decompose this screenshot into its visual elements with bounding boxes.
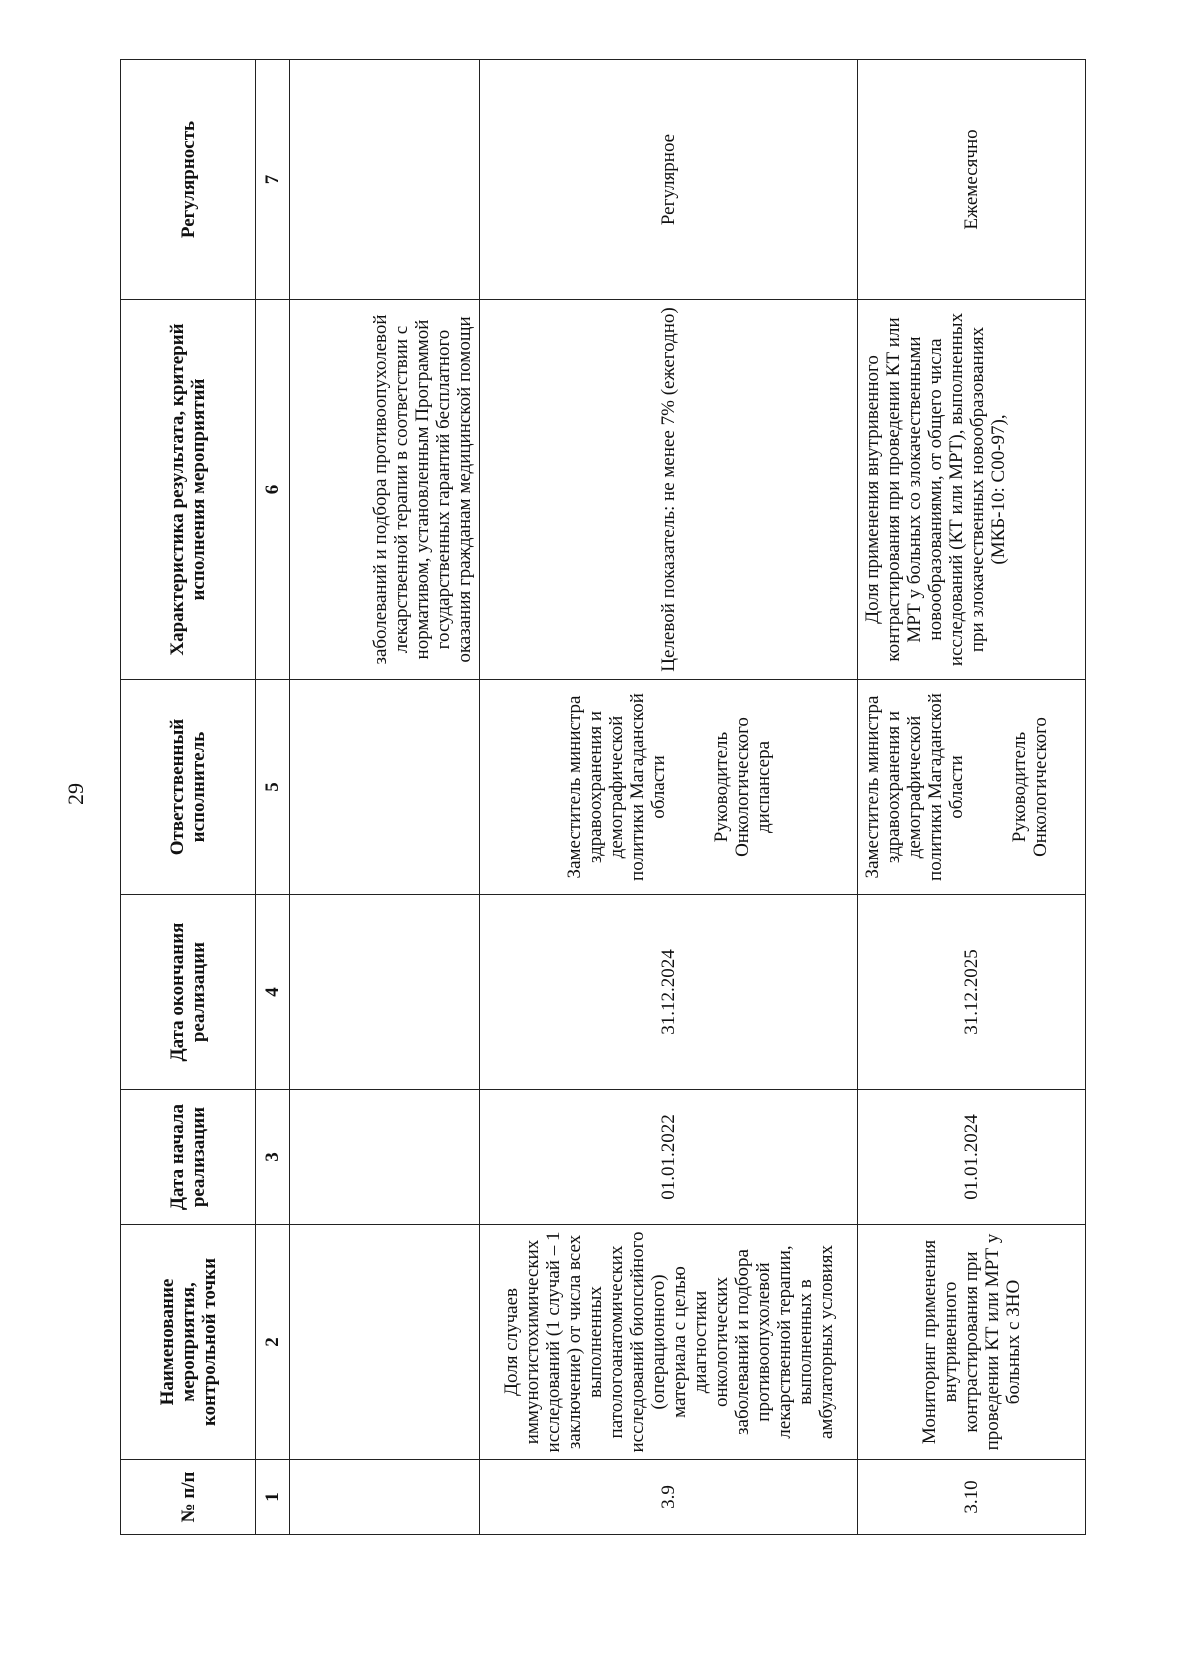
header-row	[121, 60, 256, 1535]
row-regularity: Ежемесячно	[858, 60, 1086, 300]
column-number: 2	[256, 1225, 290, 1460]
column-number: 1	[256, 1460, 290, 1535]
row-result: заболеваний и подбора противоопухолевой лекарственной терапии в соответствии с нормативом, установленным Программой государственных гарантий бесплатного оказания гражданам медицинской помощи	[290, 300, 480, 680]
header-number: № п/п	[121, 1460, 256, 1535]
row-name	[290, 1225, 480, 1460]
header-responsible: Ответственный исполнитель	[121, 680, 256, 895]
row-responsible	[858, 680, 1086, 895]
table-row	[480, 60, 858, 1535]
table-row	[290, 60, 480, 1535]
rotated-table-container	[120, 60, 1085, 1535]
column-number-row	[256, 60, 290, 1535]
row-regularity: Регулярное	[480, 60, 858, 300]
row-responsible	[480, 680, 858, 895]
column-number: 5	[256, 680, 290, 895]
table-row	[858, 60, 1086, 1535]
column-number: 7	[256, 60, 290, 300]
measures-table	[120, 59, 1086, 1535]
page-number: 29	[63, 783, 88, 805]
column-number: 6	[256, 300, 290, 680]
responsible-primary: Заместитель министра здравоохранения и демографической политики Магаданской области	[563, 693, 669, 881]
row-start-date: 01.01.2022	[480, 1090, 858, 1225]
header-start-date: Дата начала реализации	[121, 1090, 256, 1225]
header-regularity: Регулярность	[121, 60, 256, 300]
row-responsible	[290, 680, 480, 895]
row-number	[290, 1460, 480, 1535]
responsible-secondary: Руководитель Онкологического диспансера	[710, 717, 774, 857]
row-start-date	[290, 1090, 480, 1225]
row-regularity	[290, 60, 480, 300]
row-end-date: 31.12.2025	[858, 895, 1086, 1090]
responsible-secondary: Руководитель Онкологического	[1009, 717, 1051, 857]
responsible-gap	[669, 686, 711, 888]
row-number: 3.9	[480, 1460, 858, 1535]
row-end-date: 31.12.2024	[480, 895, 858, 1090]
responsible-gap	[967, 686, 1009, 888]
row-result: Доля применения внутривенного контрастирования при проведении КТ или МРТ у больных со злокачественными новообразованиями, от общего числа исследований (КТ или МРТ), выполненных при злокачественных новообразованиях (МКБ-10: С00-97),	[858, 300, 1086, 680]
responsible-primary: Заместитель министра здравоохранения и демографической политики Магаданской области	[862, 693, 967, 881]
column-number: 4	[256, 895, 290, 1090]
row-name: Доля случаев иммуногистохимических исследований (1 случай – 1 заключение) от числа всех выполненных патологоанатомических исследований биопсийного (операционного) материала с целью диагностики онкологических заболеваний и подбора противоопухолевой лекарственной терапии, выполненных в амбулаторных условиях	[480, 1225, 858, 1460]
column-number: 3	[256, 1090, 290, 1225]
row-name: Мониторинг применения внутривенного контрастирования при проведении КТ или МРТ у больных с ЗНО	[858, 1225, 1086, 1460]
header-result: Характеристика результата, критерий исполнения мероприятий	[121, 300, 256, 680]
row-start-date: 01.01.2024	[858, 1090, 1086, 1225]
row-number: 3.10	[858, 1460, 1086, 1535]
row-result: Целевой показатель: не менее 7% (ежегодно)	[480, 300, 858, 680]
header-name: Наименование мероприятия, контрольной точки	[121, 1225, 256, 1460]
header-end-date: Дата окончания реализации	[121, 895, 256, 1090]
row-end-date	[290, 895, 480, 1090]
